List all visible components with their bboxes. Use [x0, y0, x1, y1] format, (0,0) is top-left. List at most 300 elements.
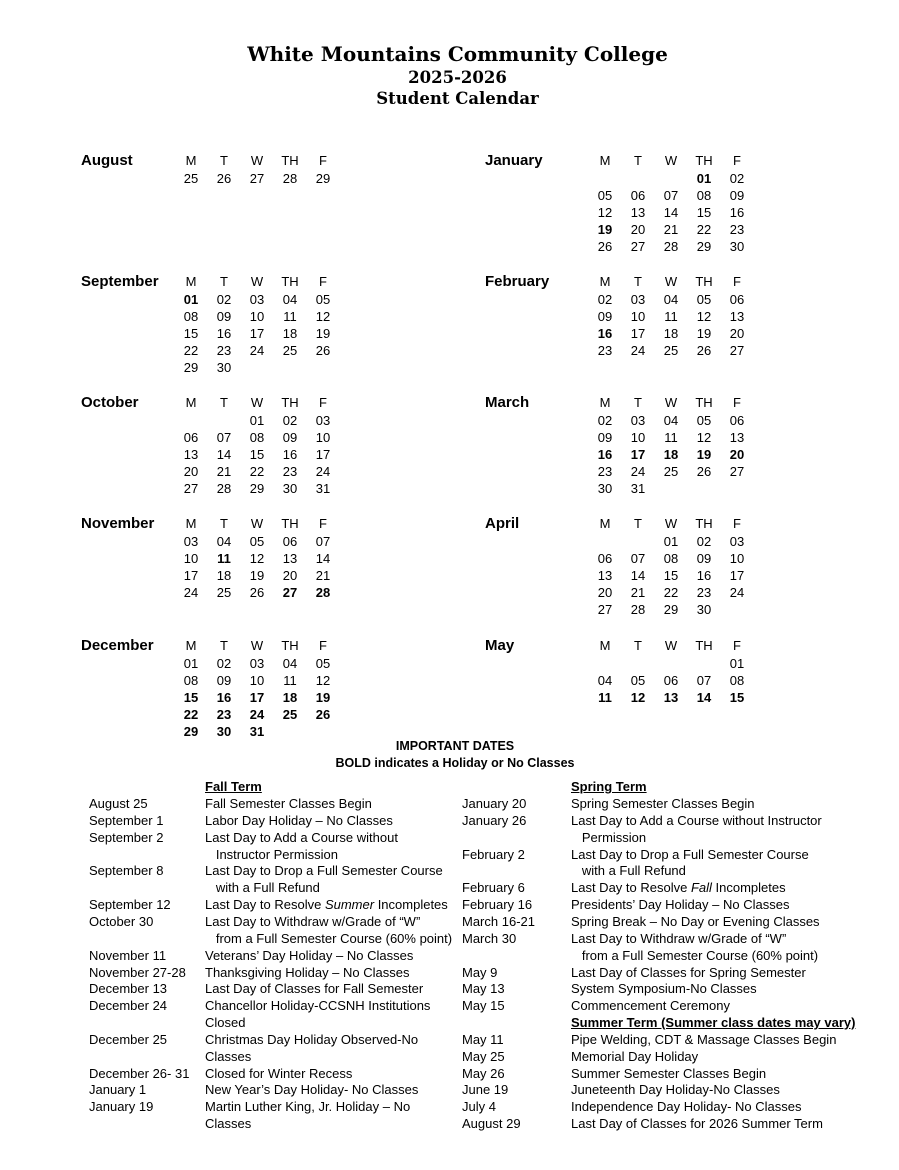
- date-cell: 19: [696, 447, 712, 462]
- date-cell: 12: [696, 430, 712, 445]
- date-cell: 26: [249, 585, 265, 600]
- date-cell: 18: [282, 690, 298, 705]
- date-cell: 06: [183, 430, 199, 445]
- date-cell: 02: [282, 413, 298, 428]
- date-cell: 16: [597, 447, 613, 462]
- date-cell: 06: [597, 551, 613, 566]
- date-cell: 09: [282, 430, 298, 445]
- date-cell: 04: [663, 413, 679, 428]
- spring-event: Spring Break – No Day or Evening Classes: [571, 913, 820, 929]
- date-cell: 28: [630, 602, 646, 617]
- weekday-header: F: [733, 274, 741, 289]
- weekday-header: M: [599, 274, 611, 289]
- date-cell: 11: [283, 673, 297, 688]
- date-cell: 29: [183, 360, 199, 375]
- date-cell: 28: [315, 585, 331, 600]
- fall-date: December 26- 31: [89, 1065, 190, 1081]
- italic-term-tail: Incompletes: [711, 880, 786, 896]
- date-cell: 16: [282, 447, 298, 462]
- weekday-header: T: [220, 153, 228, 168]
- fall-date: January 1: [89, 1082, 147, 1098]
- date-cell: 26: [216, 171, 232, 186]
- date-cell: 03: [630, 292, 646, 307]
- weekday-header: W: [250, 395, 264, 410]
- weekday-header: F: [733, 395, 741, 410]
- weekday-header: W: [664, 638, 678, 653]
- date-cell: 11: [664, 430, 678, 445]
- date-cell: 03: [249, 292, 265, 307]
- weekday-header: T: [634, 274, 642, 289]
- month-august: [81, 152, 481, 272]
- date-cell: 28: [282, 171, 298, 186]
- date-cell: 24: [729, 585, 745, 600]
- spring-date: January 26: [462, 812, 527, 828]
- date-cell: 27: [183, 481, 199, 496]
- date-cell: 21: [315, 568, 331, 583]
- date-cell: 27: [630, 239, 646, 254]
- weekday-header: M: [185, 153, 197, 168]
- date-cell: 19: [597, 222, 613, 237]
- weekday-header: TH: [695, 395, 713, 410]
- fall-event: with a Full Refund: [205, 880, 320, 896]
- fall-date: September 12: [89, 897, 171, 913]
- month-name: September: [81, 273, 159, 290]
- date-cell: 11: [217, 551, 231, 566]
- spring-event: Summer Semester Classes Begin: [571, 1065, 767, 1081]
- weekday-header: TH: [695, 153, 713, 168]
- date-cell: 25: [282, 343, 298, 358]
- fall-event: Fall Semester Classes Begin: [205, 796, 372, 811]
- spring-event: Commencement Ceremony: [571, 998, 730, 1014]
- weekday-header: M: [599, 395, 611, 410]
- date-cell: 22: [249, 464, 265, 479]
- date-cell: 10: [729, 551, 745, 566]
- date-cell: 20: [597, 585, 613, 600]
- month-november: [81, 515, 481, 635]
- date-cell: 14: [696, 690, 712, 705]
- weekday-header: T: [634, 638, 642, 653]
- spring-date: May 9: [462, 964, 498, 980]
- spring-date: May 25: [462, 1048, 505, 1064]
- date-cell: 09: [597, 309, 613, 324]
- date-cell: 30: [597, 481, 613, 496]
- fall-event: Last Day to Resolve Summer Incompletes: [205, 897, 448, 913]
- spring-date: March 30: [462, 930, 517, 946]
- weekday-header: T: [634, 516, 642, 531]
- date-cell: 21: [216, 464, 232, 479]
- fall-term-heading: Fall Term: [205, 779, 262, 794]
- fall-event: Christmas Day Holiday Observed-No: [205, 1031, 419, 1047]
- date-cell: 19: [315, 326, 331, 341]
- weekday-header: W: [250, 638, 264, 653]
- date-cell: 13: [597, 568, 613, 583]
- spring-date: July 4: [462, 1099, 496, 1115]
- fall-event: Classes: [205, 1048, 252, 1064]
- date-cell: 08: [183, 309, 199, 324]
- date-cell: 28: [663, 239, 679, 254]
- fall-date: December 13: [89, 981, 168, 997]
- date-cell: 24: [315, 464, 331, 479]
- fall-event: Martin Luther King, Jr. Holiday – No: [205, 1099, 411, 1115]
- date-cell: 24: [183, 585, 199, 600]
- spring-event: Last Day to Drop a Full Semester Course: [571, 846, 809, 862]
- date-cell: 21: [663, 222, 679, 237]
- date-cell: 17: [729, 568, 745, 583]
- date-cell: 14: [663, 205, 679, 220]
- weekday-header: W: [250, 274, 264, 289]
- month-january: [485, 152, 885, 272]
- spring-event: from a Full Semester Course (60% point): [571, 947, 819, 963]
- date-cell: 09: [216, 673, 232, 688]
- spring-date: August 29: [462, 1116, 521, 1132]
- fall-event: Closed: [205, 1015, 246, 1031]
- weekday-header: M: [599, 638, 611, 653]
- date-cell: 14: [630, 568, 646, 583]
- date-cell: 09: [597, 430, 613, 445]
- date-cell: 18: [216, 568, 232, 583]
- date-cell: 29: [315, 171, 331, 186]
- date-cell: 12: [597, 205, 613, 220]
- fall-date: August 25: [89, 796, 148, 811]
- date-cell: 21: [630, 585, 646, 600]
- date-cell: 07: [216, 430, 232, 445]
- date-cell: 24: [249, 707, 265, 722]
- fall-event: Last Day to Drop a Full Semester Course: [205, 863, 443, 879]
- date-cell: 11: [598, 690, 612, 705]
- fall-date: December 25: [89, 1031, 168, 1047]
- college-title: White Mountains Community College: [247, 42, 668, 66]
- month-september: [81, 273, 481, 393]
- weekday-header: M: [185, 516, 197, 531]
- fall-event: Labor Day Holiday – No Classes: [205, 812, 393, 828]
- date-cell: 16: [729, 205, 745, 220]
- date-cell: 27: [597, 602, 613, 617]
- weekday-header: T: [220, 638, 228, 653]
- date-cell: 01: [663, 534, 679, 549]
- date-cell: 15: [696, 205, 712, 220]
- date-cell: 09: [729, 188, 745, 203]
- fall-date: January 19: [89, 1099, 154, 1115]
- month-name: March: [485, 394, 530, 411]
- spring-event: Last Day to Withdraw w/Grade of “W”: [571, 930, 787, 946]
- fall-date: October 30: [89, 913, 154, 929]
- month-name: April: [485, 515, 520, 532]
- weekday-header: TH: [281, 274, 299, 289]
- date-cell: 03: [183, 534, 199, 549]
- date-cell: 12: [696, 309, 712, 324]
- date-cell: 08: [729, 673, 745, 688]
- weekday-header: TH: [281, 516, 299, 531]
- important-dates-title: IMPORTANT DATES: [395, 739, 515, 753]
- date-cell: 30: [216, 360, 232, 375]
- date-cell: 24: [630, 464, 646, 479]
- fall-event: Last Day of Classes for Fall Semester: [205, 981, 424, 997]
- spring-date: February 6: [462, 880, 525, 896]
- weekday-header: TH: [281, 395, 299, 410]
- date-cell: 01: [183, 292, 199, 307]
- fall-event: Closed for Winter Recess: [205, 1065, 353, 1081]
- date-cell: 10: [183, 551, 199, 566]
- spring-event: with a Full Refund: [571, 863, 686, 879]
- date-cell: 22: [696, 222, 712, 237]
- date-cell: 16: [216, 326, 232, 341]
- month-name: January: [485, 152, 543, 169]
- spring-event: Last Day of Classes for 2026 Summer Term: [571, 1116, 823, 1132]
- date-cell: 09: [696, 551, 712, 566]
- date-cell: 23: [282, 464, 298, 479]
- date-cell: 15: [663, 568, 679, 583]
- date-cell: 31: [630, 481, 646, 496]
- weekday-header: M: [185, 274, 197, 289]
- spring-date: March 16-21: [462, 913, 535, 929]
- spring-event: System Symposium-No Classes: [571, 981, 757, 997]
- date-cell: 19: [249, 568, 265, 583]
- weekday-header: TH: [695, 274, 713, 289]
- date-cell: 15: [183, 326, 199, 341]
- important-dates-note: BOLD indicates a Holiday or No Classes: [335, 756, 575, 770]
- date-cell: 12: [630, 690, 646, 705]
- fall-event: Thanksgiving Holiday – No Classes: [205, 964, 410, 980]
- date-cell: 15: [249, 447, 265, 462]
- date-cell: 12: [249, 551, 265, 566]
- date-cell: 17: [183, 568, 199, 583]
- date-cell: 04: [663, 292, 679, 307]
- date-cell: 13: [282, 551, 298, 566]
- date-cell: 18: [663, 447, 679, 462]
- fall-event: Chancellor Holiday-CCSNH Institutions: [205, 998, 431, 1014]
- date-cell: 11: [664, 309, 678, 324]
- weekday-header: TH: [281, 638, 299, 653]
- weekday-header: W: [664, 395, 678, 410]
- weekday-header: F: [319, 638, 327, 653]
- fall-date: September 1: [89, 812, 164, 828]
- date-cell: 29: [249, 481, 265, 496]
- date-cell: 01: [183, 656, 199, 671]
- fall-event: Last Day to Withdraw w/Grade of “W”: [205, 913, 421, 929]
- date-cell: 25: [663, 464, 679, 479]
- date-cell: 08: [663, 551, 679, 566]
- date-cell: 02: [729, 171, 745, 186]
- date-cell: 06: [729, 413, 745, 428]
- weekday-header: M: [599, 516, 611, 531]
- fall-date: November 27-28: [89, 964, 186, 980]
- date-cell: 30: [216, 724, 232, 739]
- date-cell: 27: [282, 585, 298, 600]
- summer-term-heading: Summer Term (Summer class dates may vary): [571, 1015, 856, 1031]
- date-cell: 02: [216, 292, 232, 307]
- month-name: October: [81, 394, 139, 411]
- date-cell: 23: [216, 343, 232, 358]
- date-cell: 04: [216, 534, 232, 549]
- date-cell: 17: [630, 447, 646, 462]
- date-cell: 29: [696, 239, 712, 254]
- date-cell: 09: [216, 309, 232, 324]
- date-cell: 23: [696, 585, 712, 600]
- spring-event: Last Day of Classes for Spring Semester: [571, 964, 806, 980]
- date-cell: 25: [282, 707, 298, 722]
- weekday-header: TH: [281, 153, 299, 168]
- calendar-subtitle: Student Calendar: [376, 89, 539, 108]
- weekday-header: T: [634, 395, 642, 410]
- date-cell: 10: [249, 673, 265, 688]
- date-cell: 13: [663, 690, 679, 705]
- weekday-header: F: [733, 516, 741, 531]
- date-cell: 01: [696, 171, 712, 186]
- spring-event: Presidents’ Day Holiday – No Classes: [571, 897, 790, 913]
- spring-date: February 16: [462, 897, 533, 913]
- date-cell: 05: [630, 673, 646, 688]
- date-cell: 05: [315, 292, 331, 307]
- weekday-header: T: [634, 153, 642, 168]
- date-cell: 26: [597, 239, 613, 254]
- date-cell: 10: [630, 309, 646, 324]
- weekday-header: W: [664, 153, 678, 168]
- weekday-header: W: [250, 516, 264, 531]
- weekday-header: M: [185, 395, 197, 410]
- date-cell: 14: [216, 447, 232, 462]
- date-cell: 31: [249, 724, 265, 739]
- date-cell: 16: [696, 568, 712, 583]
- weekday-header: TH: [695, 638, 713, 653]
- date-cell: 17: [249, 690, 265, 705]
- date-cell: 07: [315, 534, 331, 549]
- spring-event: Last Day to Add a Course without Instructor: [571, 812, 822, 828]
- weekday-header: F: [319, 274, 327, 289]
- date-cell: 13: [729, 309, 745, 324]
- date-cell: 30: [729, 239, 745, 254]
- month-name: August: [81, 152, 133, 169]
- fall-event: Instructor Permission: [205, 846, 338, 862]
- date-cell: 05: [315, 656, 331, 671]
- date-cell: 26: [315, 707, 331, 722]
- weekday-header: W: [250, 153, 264, 168]
- month-march: [485, 394, 885, 514]
- date-cell: 08: [183, 673, 199, 688]
- date-cell: 18: [663, 326, 679, 341]
- date-cell: 01: [729, 656, 745, 671]
- weekday-header: M: [599, 153, 611, 168]
- italic-term: Summer: [324, 897, 375, 913]
- date-cell: 04: [282, 656, 298, 671]
- date-cell: 25: [216, 585, 232, 600]
- fall-event: Last Day to Add a Course without: [205, 829, 398, 845]
- date-cell: 20: [183, 464, 199, 479]
- date-cell: 27: [249, 171, 265, 186]
- date-cell: 05: [597, 188, 613, 203]
- calendar-years: 2025-2026: [408, 68, 507, 87]
- date-cell: 27: [729, 343, 745, 358]
- date-cell: 03: [249, 656, 265, 671]
- date-cell: 12: [315, 673, 331, 688]
- date-cell: 26: [696, 464, 712, 479]
- date-cell: 04: [597, 673, 613, 688]
- fall-date: September 2: [89, 829, 164, 845]
- spring-term-heading: Spring Term: [571, 779, 647, 794]
- weekday-header: T: [220, 274, 228, 289]
- weekday-header: F: [319, 516, 327, 531]
- italic-term: Fall: [690, 880, 712, 896]
- spring-event: Pipe Welding, CDT & Massage Classes Begin: [571, 1031, 837, 1047]
- date-cell: 22: [663, 585, 679, 600]
- date-cell: 20: [630, 222, 646, 237]
- date-cell: 31: [315, 481, 331, 496]
- date-cell: 08: [249, 430, 265, 445]
- fall-date: September 8: [89, 863, 164, 879]
- spring-date: June 19: [462, 1082, 509, 1098]
- weekday-header: F: [319, 153, 327, 168]
- date-cell: 01: [249, 413, 265, 428]
- date-cell: 14: [315, 551, 331, 566]
- date-cell: 06: [630, 188, 646, 203]
- date-cell: 17: [630, 326, 646, 341]
- month-name: December: [81, 637, 154, 654]
- spring-event: Spring Semester Classes Begin: [571, 796, 755, 811]
- date-cell: 15: [729, 690, 745, 705]
- date-cell: 18: [282, 326, 298, 341]
- date-cell: 10: [630, 430, 646, 445]
- date-cell: 03: [630, 413, 646, 428]
- date-cell: 07: [630, 551, 646, 566]
- date-cell: 05: [696, 413, 712, 428]
- spring-date: May 11: [462, 1031, 504, 1047]
- date-cell: 28: [216, 481, 232, 496]
- date-cell: 02: [696, 534, 712, 549]
- spring-date: January 20: [462, 796, 527, 811]
- spring-event: Last Day to Resolve Fall Incompletes: [571, 880, 786, 896]
- fall-event: New Year’s Day Holiday- No Classes: [205, 1082, 419, 1098]
- date-cell: 02: [597, 413, 613, 428]
- date-cell: 03: [315, 413, 331, 428]
- italic-term-tail: Incompletes: [374, 897, 448, 913]
- date-cell: 23: [729, 222, 745, 237]
- date-cell: 11: [283, 309, 297, 324]
- date-cell: 06: [663, 673, 679, 688]
- date-cell: 16: [597, 326, 613, 341]
- date-cell: 07: [663, 188, 679, 203]
- weekday-header: M: [185, 638, 197, 653]
- month-name: November: [81, 515, 155, 532]
- date-cell: 26: [315, 343, 331, 358]
- spring-event: Juneteenth Day Holiday-No Classes: [571, 1082, 780, 1098]
- date-cell: 30: [282, 481, 298, 496]
- month-name: February: [485, 273, 550, 290]
- weekday-header: W: [664, 516, 678, 531]
- date-cell: 13: [729, 430, 745, 445]
- date-cell: 13: [630, 205, 646, 220]
- date-cell: 12: [315, 309, 331, 324]
- date-cell: 10: [249, 309, 265, 324]
- date-cell: 23: [597, 343, 613, 358]
- fall-date: December 24: [89, 998, 168, 1014]
- weekday-header: F: [319, 395, 327, 410]
- spring-event: Independence Day Holiday- No Classes: [571, 1099, 802, 1115]
- date-cell: 02: [597, 292, 613, 307]
- date-cell: 03: [729, 534, 745, 549]
- date-cell: 24: [630, 343, 646, 358]
- date-cell: 23: [597, 464, 613, 479]
- spring-date: February 2: [462, 846, 525, 862]
- date-cell: 29: [663, 602, 679, 617]
- date-cell: 02: [216, 656, 232, 671]
- date-cell: 29: [183, 724, 199, 739]
- weekday-header: T: [220, 395, 228, 410]
- weekday-header: T: [220, 516, 228, 531]
- weekday-header: TH: [695, 516, 713, 531]
- spring-event: Permission: [571, 829, 647, 845]
- date-cell: 26: [696, 343, 712, 358]
- date-cell: 17: [249, 326, 265, 341]
- spring-date: May 15: [462, 998, 505, 1014]
